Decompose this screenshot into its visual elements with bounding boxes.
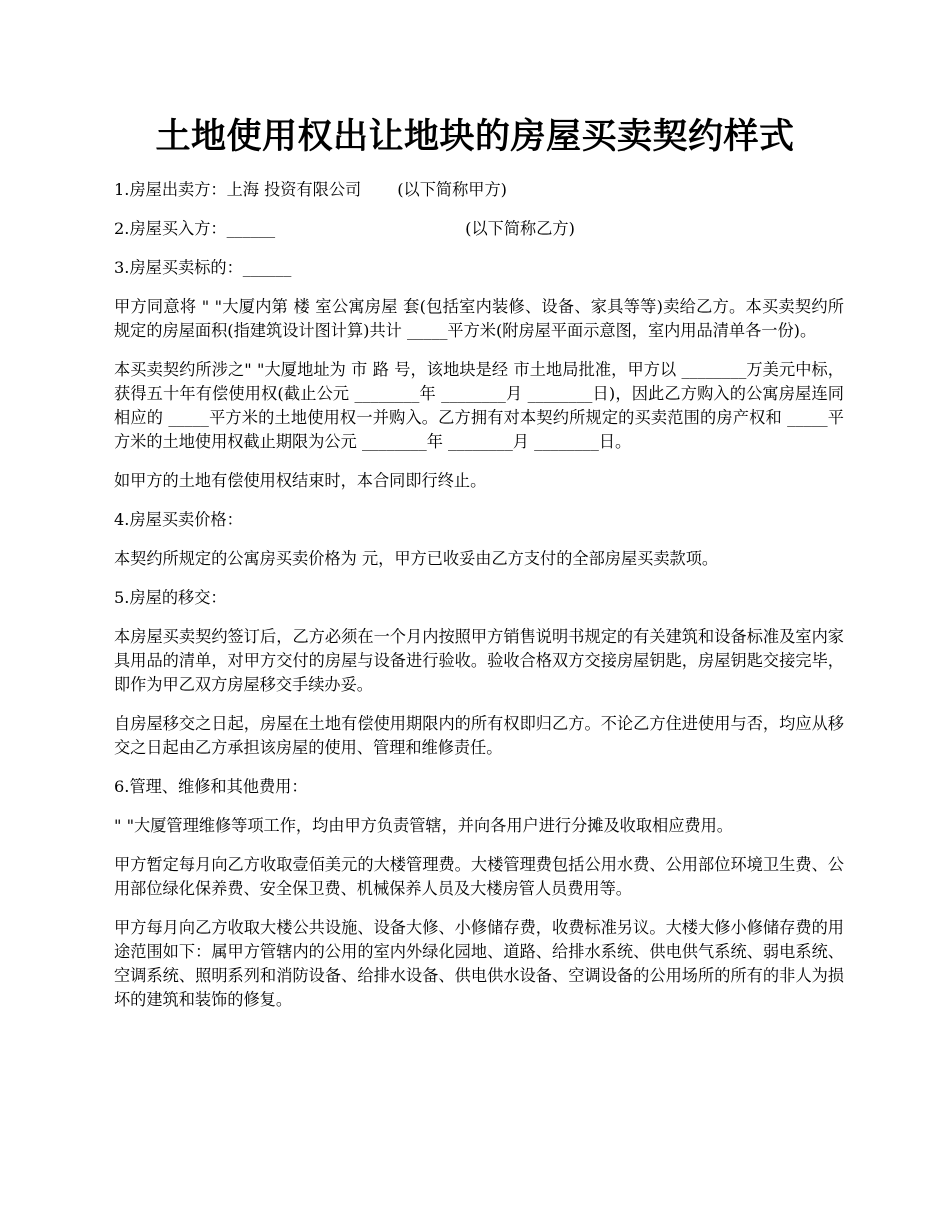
paragraph-handover-inspection: 本房屋买卖契约签订后，乙方必须在一个月内按照甲方销售说明书规定的有关建筑和设备标准及室内家具用品的清单，对甲方交付的房屋与设备进行验收。验收合格双方交接房屋钥匙，房屋钥匙交接完毕，即作为甲乙双方房屋移交手续办妥。	[114, 627, 844, 694]
document-body	[114, 178, 844, 1027]
section-heading-handover: 5.房屋的移交：	[114, 588, 227, 607]
paragraph-ownership: 自房屋移交之日起，房屋在土地有偿使用期限内的所有权即归乙方。不论乙方住进使用与否，均应从移交之日起由乙方承担该房屋的使用、管理和维修责任。	[114, 714, 844, 757]
buyer-label: 2.房屋买入方：______	[114, 219, 276, 238]
paragraph-management: " "大厦管理维修等项工作，均由甲方负责管辖，并向各用户进行分摊及收取相应费用。	[114, 816, 733, 835]
paragraph-price: 本契约所规定的公寓房买卖价格为 元，甲方已收妥由乙方支付的全部房屋买卖款项。	[114, 549, 719, 568]
paragraph-repair-fund: 甲方每月向乙方收取大楼公共设施、设备大修、小修储存费，收费标准另议。大楼大修小修储存费的用途范围如下：属甲方管辖内的公用的室内外绿化园地、道路、给排水系统、供电供气系统、弱电系统、空调系统、照明系列和消防设备、给排水设备、供电供水设备、空调设备的公用场所的所有的非人为损坏的建筑和装饰的修复。	[114, 918, 844, 1009]
paragraph-management-fee: 甲方暂定每月向乙方收取壹佰美元的大楼管理费。大楼管理费包括公用水费、公用部位环境卫生费、公用部位绿化保养费、安全保卫费、机械保养人员及大楼房管人员费用等。	[114, 855, 844, 898]
seller-alias: (以下简称甲方)	[397, 180, 507, 199]
subject-line: 3.房屋买卖标的：______	[114, 258, 292, 277]
paragraph-sale-agreement: 甲方同意将 " "大厦内第 楼 室公寓房屋 套(包括室内装修、设备、家具等等)卖给乙方。本买卖契约所规定的房屋面积(指建筑设计图计算)共计 _____平方米(附房屋平面示意图，室内用品清单各一份)。	[114, 297, 844, 340]
paragraph-termination: 如甲方的土地有偿使用权结束时，本合同即行终止。	[114, 471, 487, 490]
seller-line	[114, 178, 844, 202]
buyer-line	[114, 217, 844, 241]
buyer-alias: (以下简称乙方)	[465, 219, 575, 238]
seller-label: 1.房屋出卖方：上海 投资有限公司	[114, 180, 362, 199]
section-heading-price: 4.房屋买卖价格：	[114, 510, 243, 529]
paragraph-land-use-right: 本买卖契约所涉之" "大厦地址为 市 路 号，该地块是经 市土地局批准，甲方以 ________万美元中标，获得五十年有偿使用权(截止公元 ________年 ________月 ________日)，因此乙方购入的公寓房屋连同相应的 _____平方米的土地使用权一并购入。乙方拥有对本契约所规定的买卖范围的房产权和 _____平方米的土地使用权截止期限为公元 ________年 ________月 ________日。	[114, 360, 844, 451]
document-title: 土地使用权出让地块的房屋买卖契约样式	[155, 116, 795, 157]
section-heading-fees: 6.管理、维修和其他费用：	[114, 777, 308, 796]
